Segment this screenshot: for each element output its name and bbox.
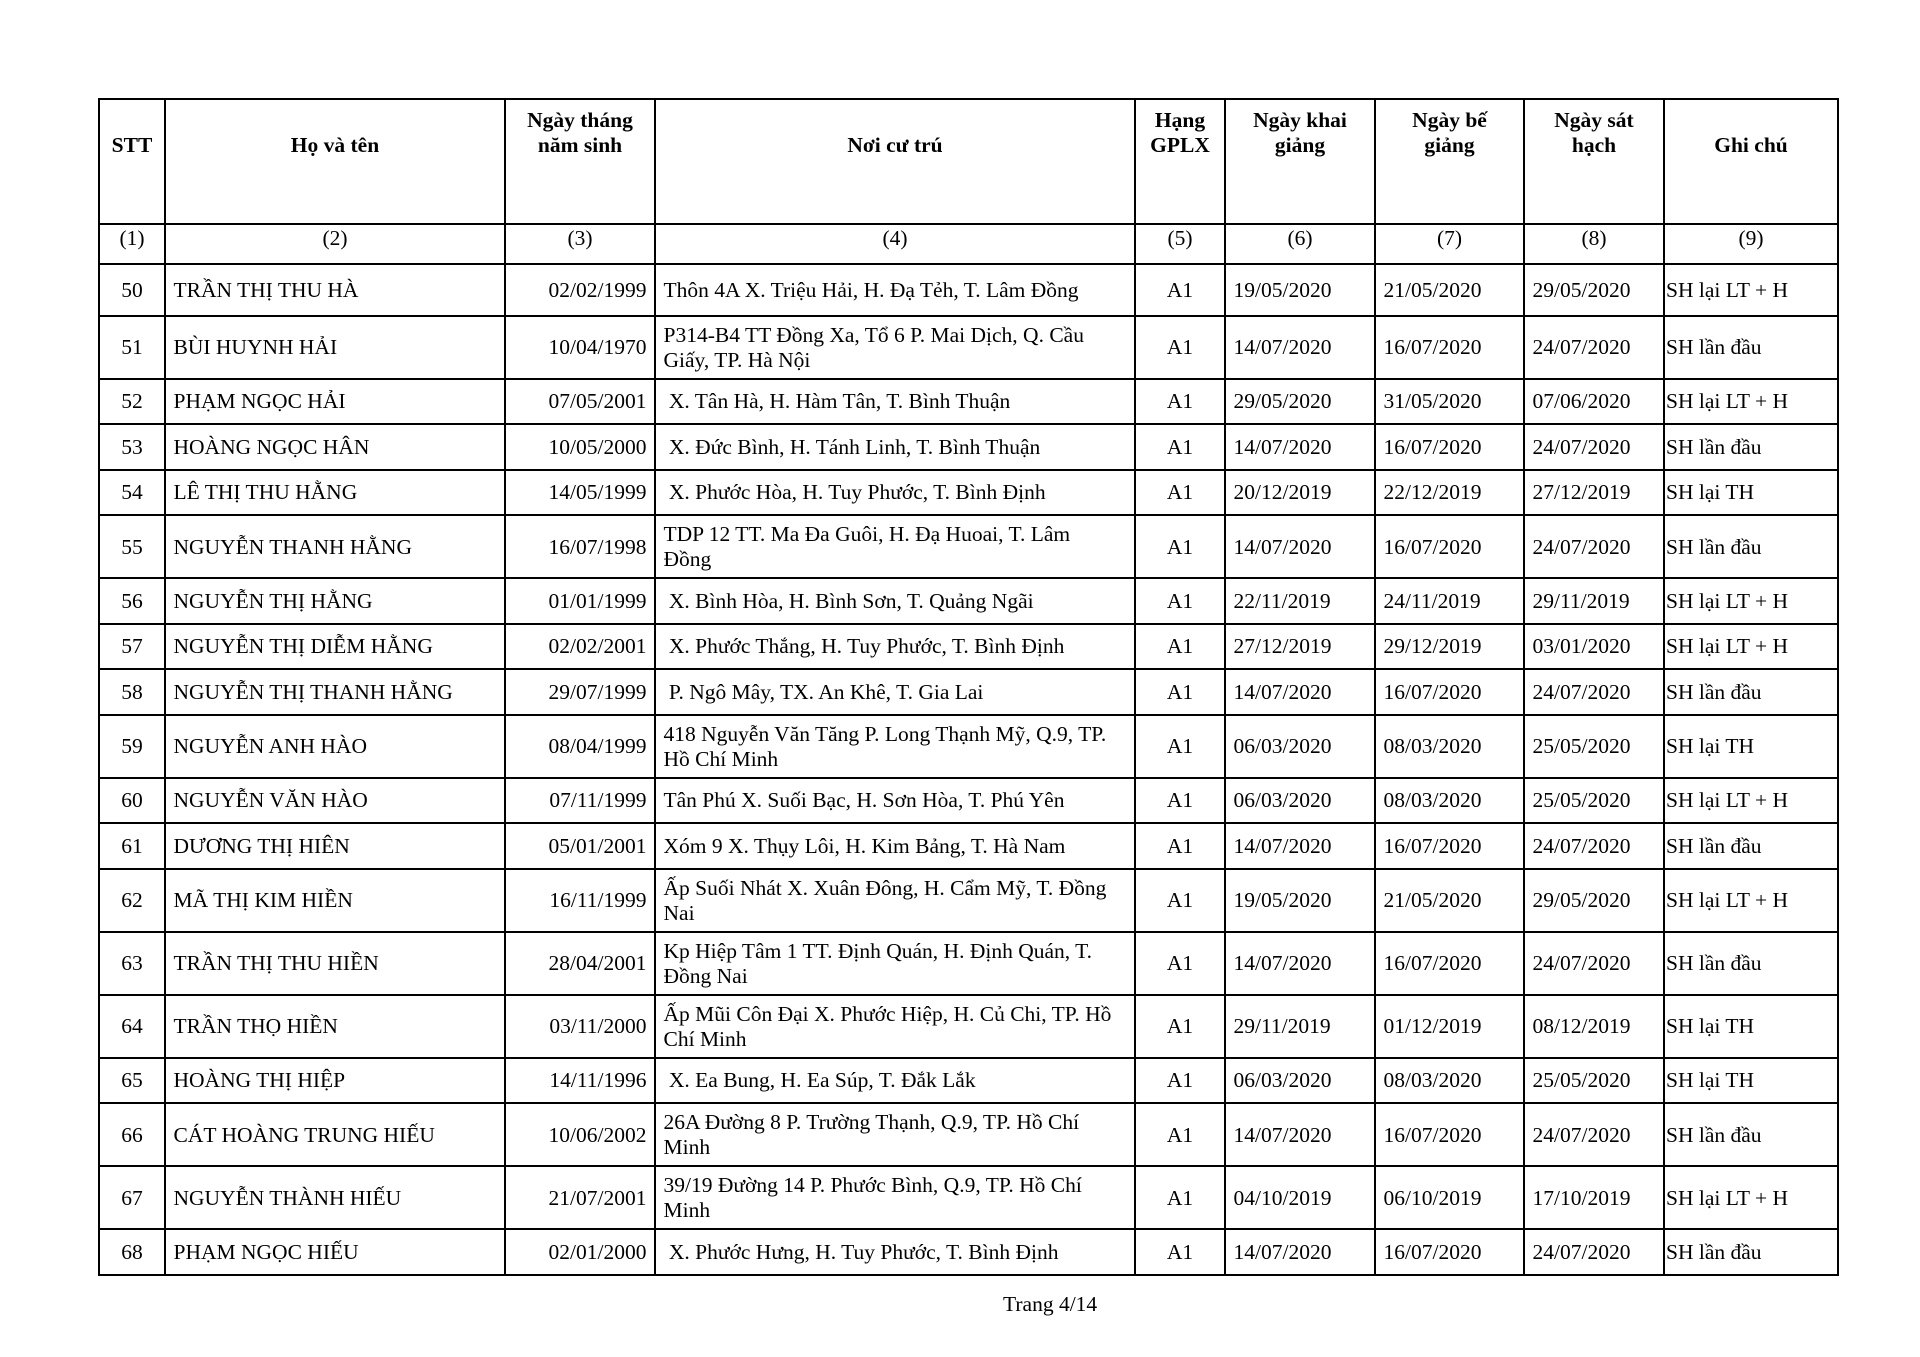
cell-date-of-birth: 10/05/2000	[505, 424, 655, 470]
cell-residence: X. Phước Thắng, H. Tuy Phước, T. Bình Định	[655, 624, 1135, 670]
cell-exam-date: 25/05/2020	[1524, 778, 1664, 824]
cell-course-end: 16/07/2020	[1375, 669, 1524, 715]
cell-full-name: MÃ THỊ KIM HIỀN	[165, 869, 505, 932]
cell-stt: 52	[99, 379, 165, 425]
cell-date-of-birth: 29/07/1999	[505, 669, 655, 715]
cell-full-name: NGUYỄN THỊ THANH HẰNG	[165, 669, 505, 715]
cell-full-name: NGUYỄN VĂN HÀO	[165, 778, 505, 824]
cell-stt: 58	[99, 669, 165, 715]
cell-full-name: HOÀNG NGỌC HÂN	[165, 424, 505, 470]
cell-stt: 54	[99, 470, 165, 516]
table-row	[99, 1229, 1838, 1275]
cell-course-start: 14/07/2020	[1225, 515, 1375, 578]
cell-course-end: 08/03/2020	[1375, 715, 1524, 778]
table-row	[99, 869, 1838, 932]
table-row	[99, 932, 1838, 995]
cell-full-name: NGUYỄN THÀNH HIẾU	[165, 1166, 505, 1229]
cell-full-name: NGUYỄN THỊ DIỄM HẰNG	[165, 624, 505, 670]
cell-stt: 50	[99, 264, 165, 316]
column-header-label: Ghi chú	[1714, 133, 1788, 157]
header-row	[99, 99, 1838, 224]
cell-course-end: 08/03/2020	[1375, 778, 1524, 824]
cell-residence: 418 Nguyễn Văn Tăng P. Long Thạnh Mỹ, Q.9, TP. Hồ Chí Minh	[655, 715, 1135, 778]
cell-stt: 68	[99, 1229, 165, 1275]
column-header-license-class	[1135, 99, 1225, 224]
cell-full-name: LÊ THỊ THU HẰNG	[165, 470, 505, 516]
column-header-course-end	[1375, 99, 1524, 224]
cell-exam-date: 03/01/2020	[1524, 624, 1664, 670]
cell-exam-date: 25/05/2020	[1524, 715, 1664, 778]
table-row	[99, 1103, 1838, 1166]
column-header-label: Họ và tên	[290, 133, 380, 157]
table-row	[99, 264, 1838, 316]
column-number: (4)	[655, 224, 1135, 264]
cell-date-of-birth: 02/02/1999	[505, 264, 655, 316]
cell-notes: SH lần đầu	[1664, 823, 1838, 869]
table-row	[99, 995, 1838, 1058]
column-header-label: Ngày tháng năm sinh	[527, 108, 633, 157]
table-body	[99, 264, 1838, 1275]
cell-course-end: 16/07/2020	[1375, 424, 1524, 470]
table-row	[99, 1166, 1838, 1229]
cell-residence: X. Đức Bình, H. Tánh Linh, T. Bình Thuận	[655, 424, 1135, 470]
column-number: (6)	[1225, 224, 1375, 264]
cell-exam-date: 24/07/2020	[1524, 669, 1664, 715]
cell-exam-date: 27/12/2019	[1524, 470, 1664, 516]
cell-notes: SH lại LT + H	[1664, 264, 1838, 316]
cell-full-name: HOÀNG THỊ HIỆP	[165, 1058, 505, 1104]
cell-residence: Xóm 9 X. Thụy Lôi, H. Kim Bảng, T. Hà Nam	[655, 823, 1135, 869]
cell-date-of-birth: 28/04/2001	[505, 932, 655, 995]
cell-license-class: A1	[1135, 470, 1225, 516]
cell-notes: SH lại TH	[1664, 470, 1838, 516]
cell-license-class: A1	[1135, 578, 1225, 624]
cell-stt: 61	[99, 823, 165, 869]
cell-full-name: NGUYỄN THANH HẰNG	[165, 515, 505, 578]
column-number: (1)	[99, 224, 165, 264]
cell-residence: 39/19 Đường 14 P. Phước Bình, Q.9, TP. Hồ Chí Minh	[655, 1166, 1135, 1229]
cell-course-end: 06/10/2019	[1375, 1166, 1524, 1229]
cell-residence: 26A Đường 8 P. Trường Thạnh, Q.9, TP. Hồ Chí Minh	[655, 1103, 1135, 1166]
cell-exam-date: 24/07/2020	[1524, 1229, 1664, 1275]
cell-full-name: TRẦN THỊ THU HÀ	[165, 264, 505, 316]
registration-table	[98, 98, 1839, 1276]
column-header-label: Ngày khai giảng	[1253, 108, 1347, 157]
cell-course-start: 06/03/2020	[1225, 715, 1375, 778]
cell-course-start: 14/07/2020	[1225, 823, 1375, 869]
column-header-date-of-birth	[505, 99, 655, 224]
cell-stt: 55	[99, 515, 165, 578]
cell-notes: SH lần đầu	[1664, 932, 1838, 995]
column-header-stt	[99, 99, 165, 224]
cell-license-class: A1	[1135, 1103, 1225, 1166]
table-row	[99, 823, 1838, 869]
cell-stt: 63	[99, 932, 165, 995]
cell-exam-date: 24/07/2020	[1524, 515, 1664, 578]
cell-license-class: A1	[1135, 624, 1225, 670]
table-row	[99, 424, 1838, 470]
cell-stt: 65	[99, 1058, 165, 1104]
cell-full-name: CÁT HOÀNG TRUNG HIẾU	[165, 1103, 505, 1166]
column-header-exam-date	[1524, 99, 1664, 224]
cell-course-end: 16/07/2020	[1375, 1103, 1524, 1166]
cell-course-start: 19/05/2020	[1225, 264, 1375, 316]
column-header-full-name	[165, 99, 505, 224]
cell-license-class: A1	[1135, 515, 1225, 578]
cell-course-end: 01/12/2019	[1375, 995, 1524, 1058]
cell-license-class: A1	[1135, 1229, 1225, 1275]
cell-license-class: A1	[1135, 715, 1225, 778]
cell-course-start: 14/07/2020	[1225, 1229, 1375, 1275]
cell-stt: 57	[99, 624, 165, 670]
cell-date-of-birth: 05/01/2001	[505, 823, 655, 869]
cell-residence: X. Phước Hòa, H. Tuy Phước, T. Bình Định	[655, 470, 1135, 516]
cell-exam-date: 08/12/2019	[1524, 995, 1664, 1058]
table-row	[99, 778, 1838, 824]
column-number: (8)	[1524, 224, 1664, 264]
cell-license-class: A1	[1135, 424, 1225, 470]
cell-date-of-birth: 02/02/2001	[505, 624, 655, 670]
column-number: (5)	[1135, 224, 1225, 264]
column-number: (9)	[1664, 224, 1838, 264]
cell-stt: 64	[99, 995, 165, 1058]
cell-course-start: 29/11/2019	[1225, 995, 1375, 1058]
cell-date-of-birth: 01/01/1999	[505, 578, 655, 624]
column-number-row	[99, 224, 1838, 264]
cell-course-start: 27/12/2019	[1225, 624, 1375, 670]
table-header	[99, 99, 1838, 264]
column-number: (3)	[505, 224, 655, 264]
cell-residence: Thôn 4A X. Triệu Hải, H. Đạ Tẻh, T. Lâm Đồng	[655, 264, 1135, 316]
cell-license-class: A1	[1135, 778, 1225, 824]
cell-stt: 66	[99, 1103, 165, 1166]
cell-date-of-birth: 14/05/1999	[505, 470, 655, 516]
cell-notes: SH lần đầu	[1664, 669, 1838, 715]
cell-stt: 53	[99, 424, 165, 470]
cell-residence: P. Ngô Mây, TX. An Khê, T. Gia Lai	[655, 669, 1135, 715]
cell-course-end: 21/05/2020	[1375, 264, 1524, 316]
cell-course-end: 16/07/2020	[1375, 1229, 1524, 1275]
cell-notes: SH lần đầu	[1664, 316, 1838, 379]
column-number: (2)	[165, 224, 505, 264]
cell-license-class: A1	[1135, 1166, 1225, 1229]
cell-residence: X. Phước Hưng, H. Tuy Phước, T. Bình Định	[655, 1229, 1135, 1275]
cell-residence: TDP 12 TT. Ma Đa Guôi, H. Đạ Huoai, T. Lâm Đồng	[655, 515, 1135, 578]
column-number: (7)	[1375, 224, 1524, 264]
cell-stt: 60	[99, 778, 165, 824]
cell-date-of-birth: 14/11/1996	[505, 1058, 655, 1104]
cell-notes: SH lại LT + H	[1664, 379, 1838, 425]
cell-course-end: 16/07/2020	[1375, 316, 1524, 379]
cell-notes: SH lại LT + H	[1664, 869, 1838, 932]
cell-course-start: 29/05/2020	[1225, 379, 1375, 425]
table-row	[99, 515, 1838, 578]
column-header-label: Ngày sát hạch	[1554, 108, 1634, 157]
table-row	[99, 379, 1838, 425]
cell-license-class: A1	[1135, 379, 1225, 425]
column-header-label: STT	[111, 133, 153, 157]
cell-license-class: A1	[1135, 316, 1225, 379]
cell-course-end: 08/03/2020	[1375, 1058, 1524, 1104]
cell-license-class: A1	[1135, 264, 1225, 316]
cell-residence: Kp Hiệp Tâm 1 TT. Định Quán, H. Định Quán, T. Đồng Nai	[655, 932, 1135, 995]
cell-full-name: NGUYỄN THỊ HẰNG	[165, 578, 505, 624]
cell-course-end: 31/05/2020	[1375, 379, 1524, 425]
cell-license-class: A1	[1135, 669, 1225, 715]
cell-date-of-birth: 10/06/2002	[505, 1103, 655, 1166]
cell-residence: Ấp Suối Nhát X. Xuân Đông, H. Cẩm Mỹ, T. Đồng Nai	[655, 869, 1135, 932]
table-row	[99, 715, 1838, 778]
cell-course-start: 14/07/2020	[1225, 1103, 1375, 1166]
column-header-label: Ngày bế giảng	[1412, 108, 1487, 157]
cell-course-start: 06/03/2020	[1225, 1058, 1375, 1104]
cell-stt: 56	[99, 578, 165, 624]
cell-notes: SH lại LT + H	[1664, 778, 1838, 824]
cell-residence: Tân Phú X. Suối Bạc, H. Sơn Hòa, T. Phú Yên	[655, 778, 1135, 824]
table-row	[99, 1058, 1838, 1104]
cell-course-start: 04/10/2019	[1225, 1166, 1375, 1229]
cell-date-of-birth: 03/11/2000	[505, 995, 655, 1058]
cell-exam-date: 29/05/2020	[1524, 264, 1664, 316]
cell-notes: SH lại TH	[1664, 995, 1838, 1058]
cell-notes: SH lại LT + H	[1664, 1166, 1838, 1229]
column-header-notes	[1664, 99, 1838, 224]
cell-date-of-birth: 07/05/2001	[505, 379, 655, 425]
cell-date-of-birth: 16/11/1999	[505, 869, 655, 932]
cell-exam-date: 24/07/2020	[1524, 1103, 1664, 1166]
cell-date-of-birth: 08/04/1999	[505, 715, 655, 778]
cell-course-start: 14/07/2020	[1225, 424, 1375, 470]
cell-course-end: 16/07/2020	[1375, 515, 1524, 578]
cell-residence: X. Ea Bung, H. Ea Súp, T. Đắk Lắk	[655, 1058, 1135, 1104]
cell-exam-date: 29/11/2019	[1524, 578, 1664, 624]
cell-course-end: 16/07/2020	[1375, 932, 1524, 995]
page-number: Trang 4/14	[1003, 1292, 1098, 1316]
cell-exam-date: 24/07/2020	[1524, 316, 1664, 379]
cell-exam-date: 24/07/2020	[1524, 823, 1664, 869]
cell-course-end: 16/07/2020	[1375, 823, 1524, 869]
cell-full-name: DƯƠNG THỊ HIÊN	[165, 823, 505, 869]
cell-exam-date: 17/10/2019	[1524, 1166, 1664, 1229]
cell-license-class: A1	[1135, 1058, 1225, 1104]
table-row	[99, 624, 1838, 670]
cell-course-start: 06/03/2020	[1225, 778, 1375, 824]
column-header-label: Nơi cư trú	[847, 133, 943, 157]
cell-residence: X. Tân Hà, H. Hàm Tân, T. Bình Thuận	[655, 379, 1135, 425]
cell-course-start: 19/05/2020	[1225, 869, 1375, 932]
cell-exam-date: 29/05/2020	[1524, 869, 1664, 932]
cell-exam-date: 07/06/2020	[1524, 379, 1664, 425]
cell-full-name: TRẦN THỊ THU HIỀN	[165, 932, 505, 995]
cell-residence: Ấp Mũi Côn Đại X. Phước Hiệp, H. Củ Chi, TP. Hồ Chí Minh	[655, 995, 1135, 1058]
cell-residence: P314-B4 TT Đồng Xa, Tổ 6 P. Mai Dịch, Q. Cầu Giấy, TP. Hà Nội	[655, 316, 1135, 379]
cell-exam-date: 24/07/2020	[1524, 932, 1664, 995]
cell-notes: SH lại LT + H	[1664, 578, 1838, 624]
cell-full-name: PHẠM NGỌC HẢI	[165, 379, 505, 425]
cell-notes: SH lại TH	[1664, 715, 1838, 778]
cell-notes: SH lần đầu	[1664, 424, 1838, 470]
cell-course-end: 29/12/2019	[1375, 624, 1524, 670]
cell-stt: 59	[99, 715, 165, 778]
cell-residence: X. Bình Hòa, H. Bình Sơn, T. Quảng Ngãi	[655, 578, 1135, 624]
cell-full-name: BÙI HUYNH HẢI	[165, 316, 505, 379]
table-row	[99, 316, 1838, 379]
table-row	[99, 578, 1838, 624]
cell-license-class: A1	[1135, 823, 1225, 869]
column-header-label: Hạng GPLX	[1150, 108, 1210, 157]
cell-notes: SH lại LT + H	[1664, 624, 1838, 670]
cell-exam-date: 25/05/2020	[1524, 1058, 1664, 1104]
cell-notes: SH lần đầu	[1664, 515, 1838, 578]
cell-full-name: NGUYỄN ANH HÀO	[165, 715, 505, 778]
cell-course-start: 22/11/2019	[1225, 578, 1375, 624]
cell-course-end: 22/12/2019	[1375, 470, 1524, 516]
cell-full-name: TRẦN THỌ HIỀN	[165, 995, 505, 1058]
table-row	[99, 669, 1838, 715]
cell-date-of-birth: 02/01/2000	[505, 1229, 655, 1275]
cell-full-name: PHẠM NGỌC HIẾU	[165, 1229, 505, 1275]
cell-date-of-birth: 10/04/1970	[505, 316, 655, 379]
cell-course-end: 24/11/2019	[1375, 578, 1524, 624]
cell-date-of-birth: 21/07/2001	[505, 1166, 655, 1229]
cell-stt: 51	[99, 316, 165, 379]
table-row	[99, 470, 1838, 516]
cell-license-class: A1	[1135, 995, 1225, 1058]
cell-course-start: 14/07/2020	[1225, 932, 1375, 995]
cell-license-class: A1	[1135, 932, 1225, 995]
cell-stt: 62	[99, 869, 165, 932]
cell-course-end: 21/05/2020	[1375, 869, 1524, 932]
cell-exam-date: 24/07/2020	[1524, 424, 1664, 470]
cell-date-of-birth: 07/11/1999	[505, 778, 655, 824]
cell-license-class: A1	[1135, 869, 1225, 932]
cell-stt: 67	[99, 1166, 165, 1229]
cell-course-start: 14/07/2020	[1225, 316, 1375, 379]
column-header-residence	[655, 99, 1135, 224]
cell-date-of-birth: 16/07/1998	[505, 515, 655, 578]
cell-course-start: 20/12/2019	[1225, 470, 1375, 516]
column-header-course-start	[1225, 99, 1375, 224]
cell-notes: SH lại TH	[1664, 1058, 1838, 1104]
cell-course-start: 14/07/2020	[1225, 669, 1375, 715]
cell-notes: SH lần đầu	[1664, 1229, 1838, 1275]
cell-notes: SH lần đầu	[1664, 1103, 1838, 1166]
